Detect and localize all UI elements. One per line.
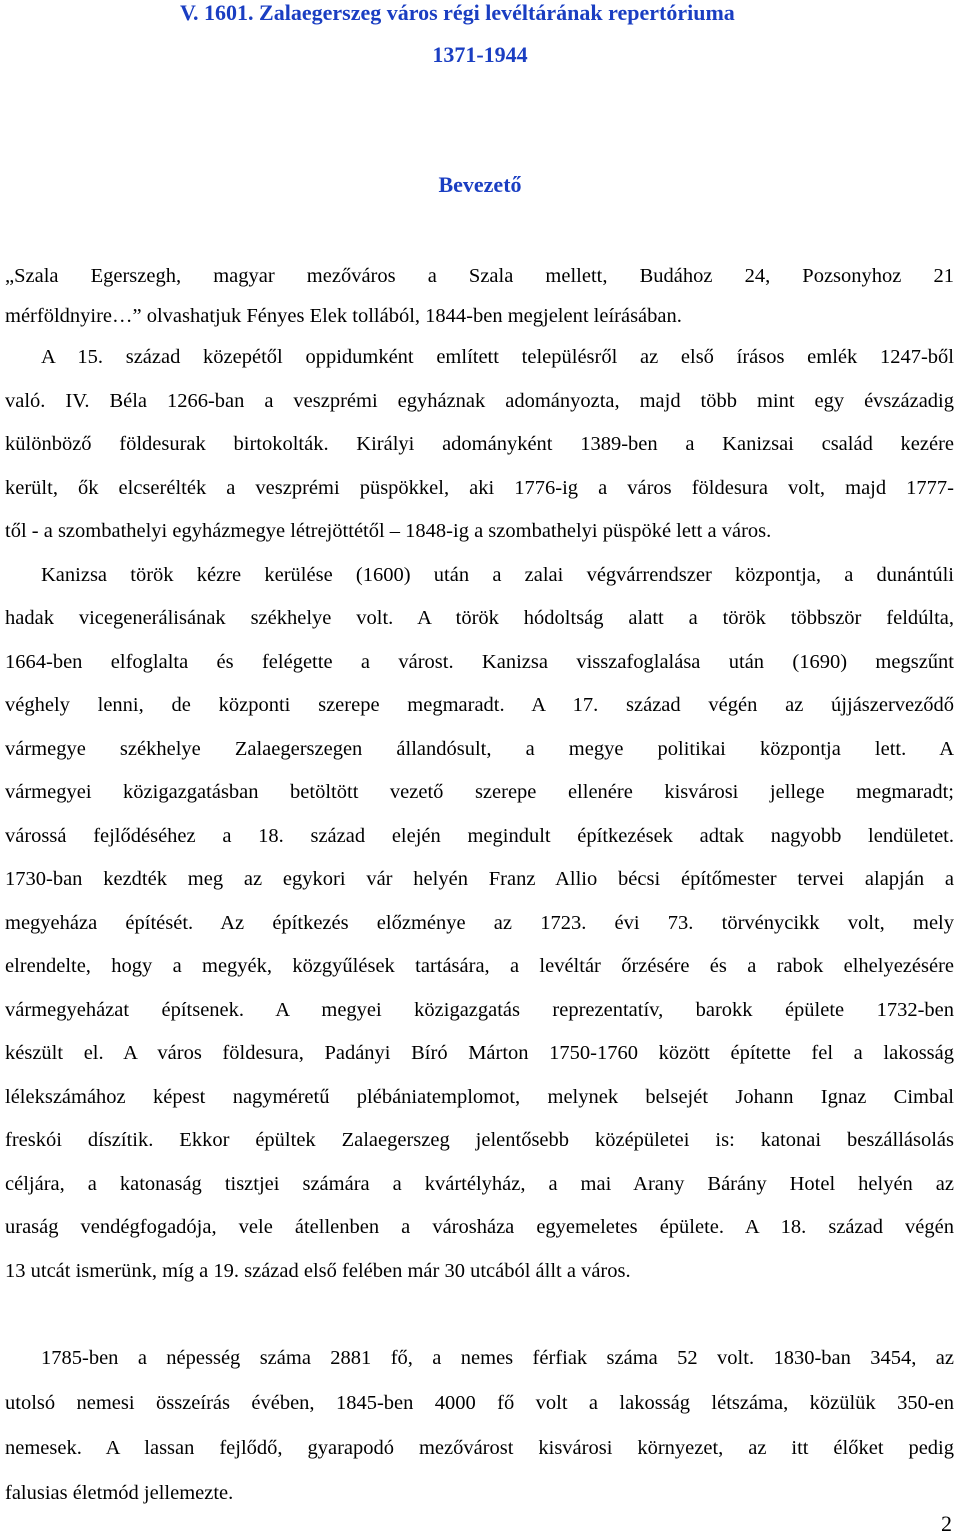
text-line: nemesek. A lassan fejlődő, gyarapodó mezővárost kisvárosi környezet, az itt élőket pedig <box>5 1437 954 1459</box>
text-line: től - a szombathelyi egyházmegye létrejöttétől – 1848-ig a szombathelyi püspöké lett a város. <box>5 520 772 542</box>
text-line: lélekszámához képest nagyméretű plébániatemplomot, melynek belsejét Johann Ignaz Cimbal <box>5 1085 954 1108</box>
text-line: készült el. A város földesura, Padányi Bíró Márton 1750-1760 között építette fel a lakosság <box>5 1042 954 1064</box>
text-line: 1730-ban kezdték meg az egykori vár helyén Franz Allio bécsi építőmester tervei alapján a <box>5 868 954 890</box>
text-line: uraság vendégfogadója, vele átellenben a városháza egyemeletes épülete. A 18. század végén <box>5 1216 954 1238</box>
section-heading: Bevezető <box>438 172 522 197</box>
page-number: 2 <box>941 1511 952 1536</box>
text-line: 1785-ben a népesség száma 2881 fő, a nemes férfiak száma 52 volt. 1830-ban 3454, az <box>41 1347 954 1369</box>
text-line: mérföldnyire…” olvashatjuk Fényes Elek tollából, 1844-ben megjelent leírásában. <box>5 305 682 327</box>
text-line: céljára, a katonaság tisztjei számára a kvártélyház, a mai Arany Bárány Hotel helyén az <box>5 1172 954 1195</box>
text-line: freskói díszítik. Ekkor épültek Zalaegerszeg jelentősebb középületei is: katonai beszállásolás <box>5 1129 954 1151</box>
text-line: vármegyeházat építsenek. A megyei közigazgatás reprezentatív, barokk épülete 1732-ben <box>5 998 954 1021</box>
text-line: „Szala Egerszegh, magyar mezőváros a Szala mellett, Budához 24, Pozsonyhoz 21 <box>5 265 954 287</box>
document-date-range: 1371-1944 <box>432 42 528 67</box>
text-line: Kanizsa török kézre kerülése (1600) után a zalai végvárrendszer központja, a dunántúli <box>41 563 954 586</box>
text-line: falusias életmód jellemezte. <box>5 1482 234 1504</box>
text-line: várossá fejlődéséhez a 18. század elején megindult építkezések adtak nagyobb lendületet. <box>5 824 954 847</box>
text-line: A 15. század közepétől oppidumként említett településről az első írásos emlék 1247-ből <box>41 346 954 368</box>
text-line: való. IV. Béla 1266-ban a veszprémi egyháznak adományozta, majd több mint egy évszázadig <box>5 389 954 412</box>
body-paragraph-population <box>5 1336 954 1516</box>
text-line: vármegye székhelye Zalaegerszegen állandósult, a megye politikai központja lett. A <box>5 737 954 760</box>
text-line: különböző földesurak birtokolták. Királyi adományként 1389-ben a Kanizsai család kezére <box>5 433 954 455</box>
body-paragraph-history <box>5 336 954 1293</box>
text-line: került, ők elcserélték a veszprémi püspökkel, aki 1776-ig a város földesura volt, majd 1777- <box>5 476 954 499</box>
text-line: hadak vicegenerálisának székhelye volt. A török hódoltság alatt a török többször feldúlta, <box>5 607 954 629</box>
text-line: 1664-ben elfoglalta és felégette a várost. Kanizsa visszafoglalása után (1690) megszűnt <box>5 650 954 673</box>
text-line: vármegyei közigazgatásban betöltött vezető szerepe ellenére kisvárosi jellege megmaradt; <box>5 781 954 803</box>
quote-paragraph <box>5 256 954 336</box>
document-title: V. 1601. Zalaegerszeg város régi levéltárának repertóriuma <box>180 0 735 25</box>
text-line: véghely lenni, de központi szerepe megmaradt. A 17. század végén az újjászerveződő <box>5 694 954 716</box>
text-line: megyeháza építését. Az építkezés előzménye az 1723. évi 73. törvénycikk volt, mely <box>5 911 954 934</box>
text-line: elrendelte, hogy a megyék, közgyűlések tartására, a levéltár őrzésére és a rabok elhelyezésére <box>5 955 954 977</box>
text-line: 13 utcát ismerünk, míg a 19. század első felében már 30 utcából állt a város. <box>5 1259 631 1282</box>
text-line: utolsó nemesi összeírás évében, 1845-ben 4000 fő volt a lakosság létszáma, közülük 350-en <box>5 1392 954 1414</box>
